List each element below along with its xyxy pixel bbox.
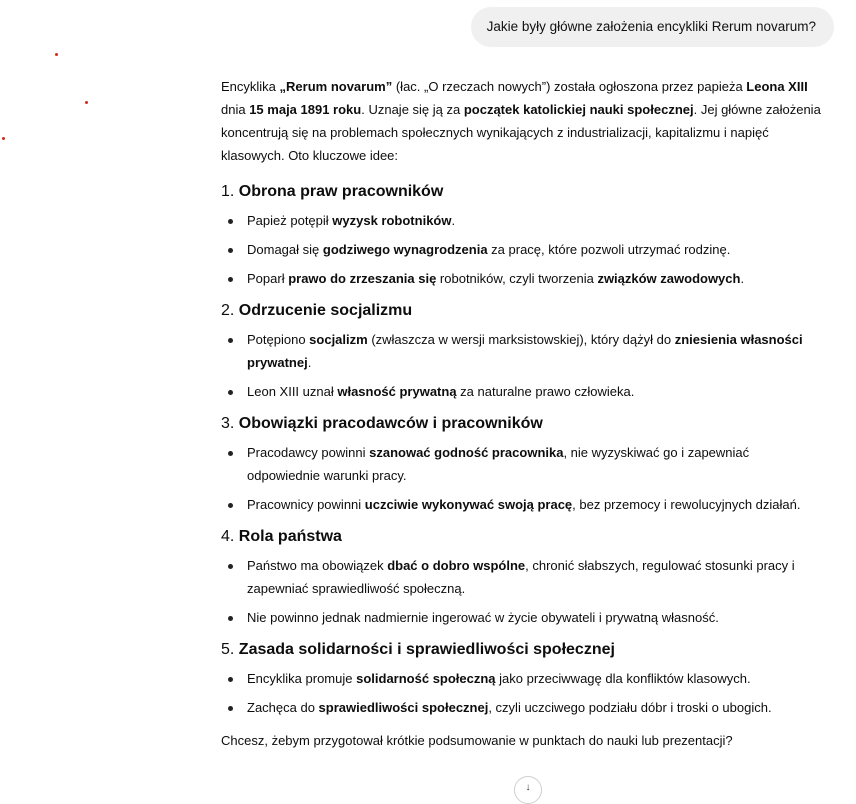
assistant-answer xyxy=(221,75,821,752)
text-run: , czyli uczciwego podziału dóbr i troski o ubogich. xyxy=(488,700,772,715)
section-heading xyxy=(221,181,821,203)
text-run: Pracodawcy powinni xyxy=(247,445,370,460)
bold-text: godziwego wynagrodzenia xyxy=(322,242,488,257)
section-title: Odrzucenie socjalizmu xyxy=(238,302,413,319)
text-run: za naturalne prawo człowieka. xyxy=(456,384,635,399)
bold-text: szanować godność pracownika xyxy=(369,445,564,460)
text-run: , chronić słabszych, regulować stosunki pracy i zapewniać sprawiedliwość społeczną. xyxy=(247,558,795,596)
text-run: Papież potępił xyxy=(247,213,333,228)
scroll-down-button[interactable] xyxy=(514,776,542,804)
bold-text: uczciwie wykonywać swoją pracę xyxy=(364,497,573,512)
list-item xyxy=(221,606,821,629)
text-run: robotników, czyli tworzenia xyxy=(436,271,598,286)
section-number: 3. xyxy=(221,415,239,432)
text-run: Encyklika promuje xyxy=(247,671,357,686)
list-item xyxy=(221,328,821,374)
section-number: 2. xyxy=(221,302,239,319)
bold-text: dbać o dobro wspólne xyxy=(387,558,526,573)
text-run: Zachęca do xyxy=(247,700,319,715)
text-run: , nie wyzyskiwać go i zapewniać odpowiednie warunki pracy. xyxy=(247,445,750,483)
section-title: Zasada solidarności i sprawiedliwości społecznej xyxy=(238,641,615,658)
bullet-icon xyxy=(228,219,233,224)
arrow-down-icon: ↓ xyxy=(525,782,531,793)
section-list xyxy=(221,209,821,290)
list-item xyxy=(221,209,821,232)
bullet-icon xyxy=(228,390,233,395)
section-heading xyxy=(221,413,821,435)
bold-text: „Rerum novarum” xyxy=(279,79,393,94)
bold-text: 15 maja 1891 roku xyxy=(249,102,362,117)
bold-text: socjalizm xyxy=(309,332,368,347)
text-run: jako przeciwwagę dla konfliktów klasowych. xyxy=(495,671,751,686)
bold-text: Leona XIII xyxy=(746,79,808,94)
text-run: (zwłaszcza w wersji marksistowskiej), który dążył do xyxy=(367,332,675,347)
section-number: 5. xyxy=(221,641,239,658)
list-item xyxy=(221,380,821,403)
bold-text: solidarność społeczną xyxy=(356,671,496,686)
list-item xyxy=(221,238,821,261)
marker-dot xyxy=(55,53,58,56)
section-title: Rola państwa xyxy=(238,528,342,545)
text-run: Poparł xyxy=(247,271,289,286)
answer-sections xyxy=(221,181,821,719)
section-title: Obowiązki pracodawców i pracowników xyxy=(238,415,543,432)
bold-text: prawo do zrzeszania się xyxy=(288,271,437,286)
text-run: dnia xyxy=(221,102,250,117)
bullet-icon xyxy=(228,564,233,569)
text-run: Pracownicy powinni xyxy=(247,497,365,512)
text-run: . Uznaje się ją za xyxy=(361,102,464,117)
text-run: Potępiono xyxy=(247,332,310,347)
bullet-icon xyxy=(228,503,233,508)
bold-text: wyzysk robotników xyxy=(332,213,452,228)
text-run: . xyxy=(451,213,456,228)
marker-dot xyxy=(2,137,5,140)
bullet-icon xyxy=(228,677,233,682)
text-run: . xyxy=(307,355,312,370)
bullet-icon xyxy=(228,338,233,343)
list-item xyxy=(221,493,821,516)
answer-intro xyxy=(221,75,821,167)
bullet-icon xyxy=(228,248,233,253)
user-message-bubble: Jakie były główne założenia encykliki Rerum novarum? xyxy=(471,7,834,47)
list-item xyxy=(221,441,821,487)
section-list xyxy=(221,667,821,719)
bullet-icon xyxy=(228,277,233,282)
text-run: za pracę, które pozwoli utrzymać rodzinę. xyxy=(487,242,731,257)
bold-text: własność prywatną xyxy=(337,384,457,399)
section-heading xyxy=(221,526,821,548)
list-item xyxy=(221,554,821,600)
bold-text: sprawiedliwości społecznej xyxy=(318,700,489,715)
bullet-icon xyxy=(228,616,233,621)
text-run: . xyxy=(740,271,745,286)
text-run: Państwo ma obowiązek xyxy=(247,558,388,573)
section-number: 1. xyxy=(221,183,239,200)
marker-dot xyxy=(85,101,88,104)
bold-text: zniesienia własności prywatnej xyxy=(247,332,803,370)
section-heading xyxy=(221,639,821,661)
bold-text: początek katolickiej nauki społecznej xyxy=(463,102,694,117)
text-run: Domagał się xyxy=(247,242,323,257)
text-run: . Jej główne założenia koncentrują się na problemach społecznych wynikających z industrializacji, kapitalizmu i napięć klasowych. Oto kluczowe idee: xyxy=(221,102,821,163)
text-run: , bez przemocy i rewolucyjnych działań. xyxy=(572,497,801,512)
section-list xyxy=(221,328,821,403)
section-list xyxy=(221,441,821,516)
section-heading xyxy=(221,300,821,322)
section-list xyxy=(221,554,821,629)
answer-closing-question: Chcesz, żebym przygotował krótkie podsumowanie w punktach do nauki lub prezentacji? xyxy=(221,733,733,748)
list-item xyxy=(221,696,821,719)
text-run: Leon XIII uznał xyxy=(247,384,338,399)
section-title: Obrona praw pracowników xyxy=(238,183,444,200)
bold-text: związków zawodowych xyxy=(597,271,741,286)
text-run: Nie powinno jednak nadmiernie ingerować w życie obywateli i prywatną własność. xyxy=(247,610,719,625)
bullet-icon xyxy=(228,706,233,711)
text-run: (łac. „O rzeczach nowych”) została ogłoszona przez papieża xyxy=(392,79,747,94)
text-run: Encyklika xyxy=(221,79,280,94)
list-item xyxy=(221,267,821,290)
bullet-icon xyxy=(228,451,233,456)
list-item xyxy=(221,667,821,690)
section-number: 4. xyxy=(221,528,239,545)
